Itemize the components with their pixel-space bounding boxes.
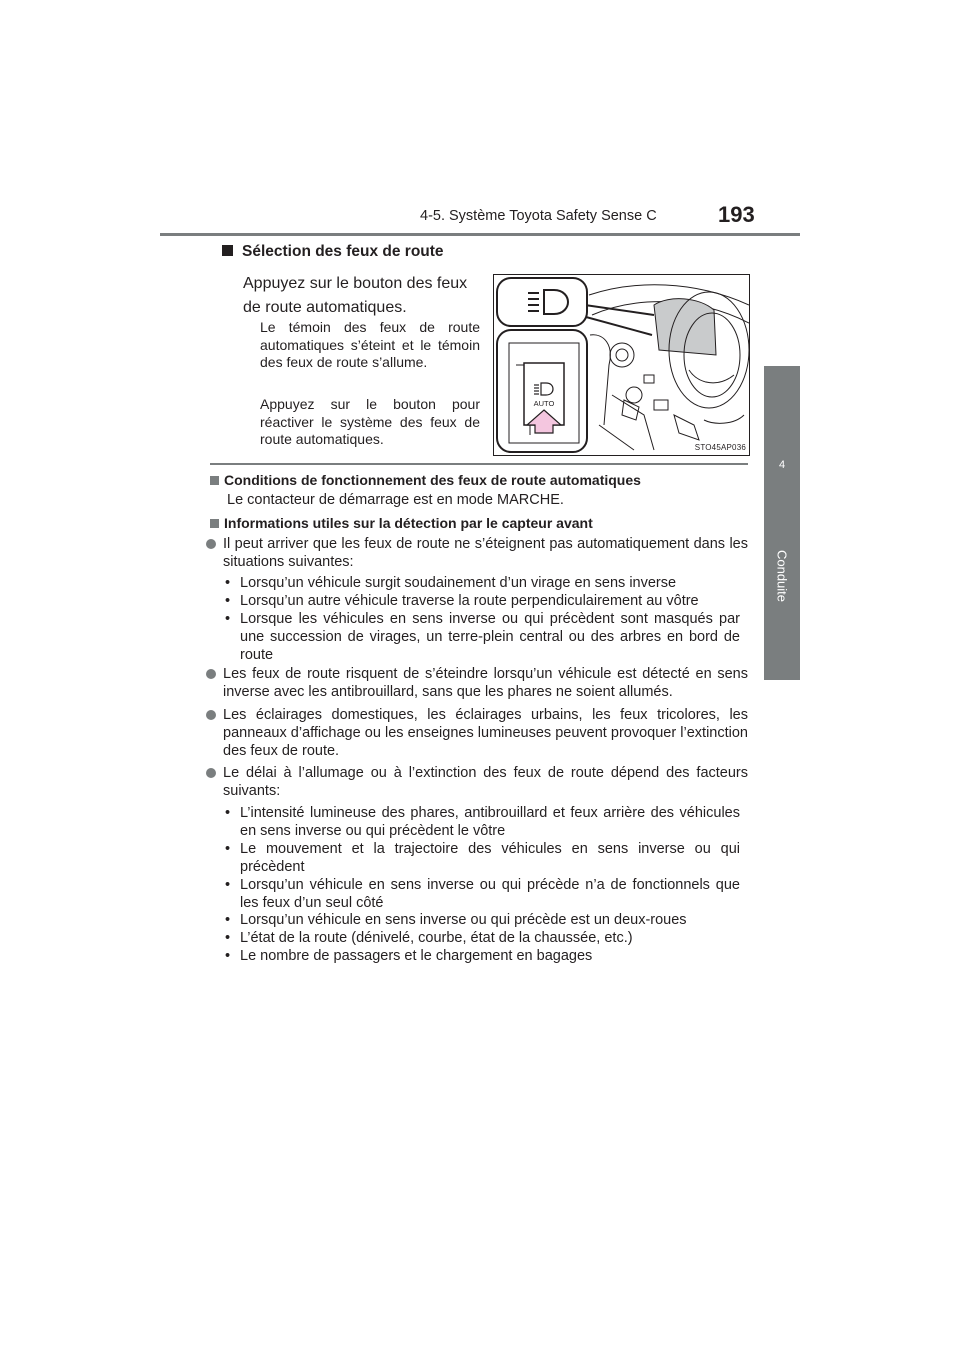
list-item-text: Le nombre de passagers et le chargement en bagages: [240, 948, 593, 964]
list-item: • Lorsqu’un véhicule surgit soudainement d’un virage en sens inverse: [225, 575, 677, 591]
instruction-note: Appuyez sur le bouton pour réactiver le système des feux de route automatiques.: [260, 396, 480, 447]
square-bullet-icon: [222, 245, 233, 256]
conditions-heading-text: Conditions de fonctionnement des feux de route automatiques: [224, 472, 641, 488]
chapter-number: 4: [778, 459, 786, 471]
chapter-title: 4-5. Système Toyota Safety Sense C: [420, 208, 657, 224]
square-bullet-icon: [210, 519, 219, 528]
dashboard-illustration: [493, 274, 750, 456]
info-bullet: [223, 706, 748, 760]
list-item: • L’état de la route (dénivelé, courbe, état de la chaussée, etc.): [225, 930, 633, 946]
list-item-text: L’état de la route (dénivelé, courbe, état de la chaussée, etc.): [240, 930, 633, 946]
circle-bullet-icon: [206, 768, 216, 778]
square-bullet-icon: [210, 476, 219, 485]
separator-rule: [210, 463, 748, 465]
page-number: 193: [718, 202, 755, 227]
section-heading-text: Sélection des feux de route: [242, 243, 444, 260]
info-heading: [210, 514, 593, 532]
header-rule: [160, 233, 800, 236]
list-item-text: Le mouvement et la trajectoire des véhicules en sens inverse ou qui précèdent: [240, 841, 740, 875]
conditions-heading: [210, 471, 641, 489]
list-item: • Lorsqu’un véhicule en sens inverse ou qui précède n’a de fonctionnels que les feux d’un seul côté: [225, 877, 740, 911]
info-bullet-text: Les feux de route risquent de s’éteindre lorsqu’un véhicule est détecté en sens inverse avec les antibrouillard, sans que les phares ne soient allumés.: [223, 666, 748, 700]
info-bullet-text: Les éclairages domestiques, les éclairages urbains, les feux tricolores, les panneaux d’affichage ou les enseignes lumineuses peuvent provoquer l’extinction des feux de route.: [223, 707, 748, 759]
conditions-text: Le contacteur de démarrage est en mode MARCHE.: [227, 492, 564, 508]
list-item-text: Lorsqu’un véhicule surgit soudainement d’un virage en sens inverse: [240, 575, 677, 591]
info-bullet: [223, 764, 748, 800]
circle-bullet-icon: [206, 539, 216, 549]
list-item-text: Lorsque les véhicules en sens inverse ou qui précèdent sont masqués par une succession de virages, un terre-plein central ou des arbres en bord de route: [240, 611, 740, 663]
chapter-side-tab: [764, 366, 800, 680]
auto-button-label: AUTO: [533, 399, 555, 408]
list-item: • Lorsqu’un véhicule en sens inverse ou qui précède est un deux-roues: [225, 912, 687, 928]
list-item: • Le mouvement et la trajectoire des véhicules en sens inverse ou qui précèdent: [225, 841, 740, 875]
info-bullet: [223, 535, 748, 571]
instruction-text: Appuyez sur le bouton des feux de route automatiques.: [243, 275, 468, 316]
list-item: • Le nombre de passagers et le chargement en bagages: [225, 948, 593, 964]
list-item: • Lorsqu’un autre véhicule traverse la route perpendiculairement au vôtre: [225, 593, 699, 609]
list-item-text: Lorsqu’un véhicule en sens inverse ou qui précède est un deux-roues: [240, 912, 687, 928]
info-bullet-text: Le délai à l’allumage ou à l’extinction des feux de route dépend des facteurs suivants:: [223, 765, 748, 799]
section-heading: [222, 243, 444, 261]
list-item-text: L’intensité lumineuse des phares, antibrouillard et feux arrière des véhicules en sens inverse ou qui précèdent le vôtre: [240, 805, 740, 839]
instruction-note: Le témoin des feux de route automatiques s’éteint et le témoin des feux de route s’allume.: [260, 319, 480, 370]
circle-bullet-icon: [206, 669, 216, 679]
chapter-label: Conduite: [774, 549, 790, 603]
list-item: • L’intensité lumineuse des phares, antibrouillard et feux arrière des véhicules en sens inverse ou qui précèdent le vôtre: [225, 805, 740, 839]
info-bullet-text: Il peut arriver que les feux de route ne s’éteignent pas automatiquement dans les situations suivantes:: [223, 536, 748, 570]
dashboard-drawing: [494, 275, 749, 455]
list-item-text: Lorsqu’un autre véhicule traverse la route perpendiculairement au vôtre: [240, 593, 699, 609]
circle-bullet-icon: [206, 710, 216, 720]
info-heading-text: Informations utiles sur la détection par le capteur avant: [224, 515, 593, 531]
list-item: • Lorsque les véhicules en sens inverse ou qui précèdent sont masqués par une succession de virages, un terre-plein central ou des arbres en bord de route: [225, 611, 740, 663]
list-item-text: Lorsqu’un véhicule en sens inverse ou qui précède n’a de fonctionnels que les feux d’un seul côté: [240, 877, 740, 911]
info-bullet: [223, 665, 748, 701]
figure-code: STO45AP036: [694, 443, 746, 452]
